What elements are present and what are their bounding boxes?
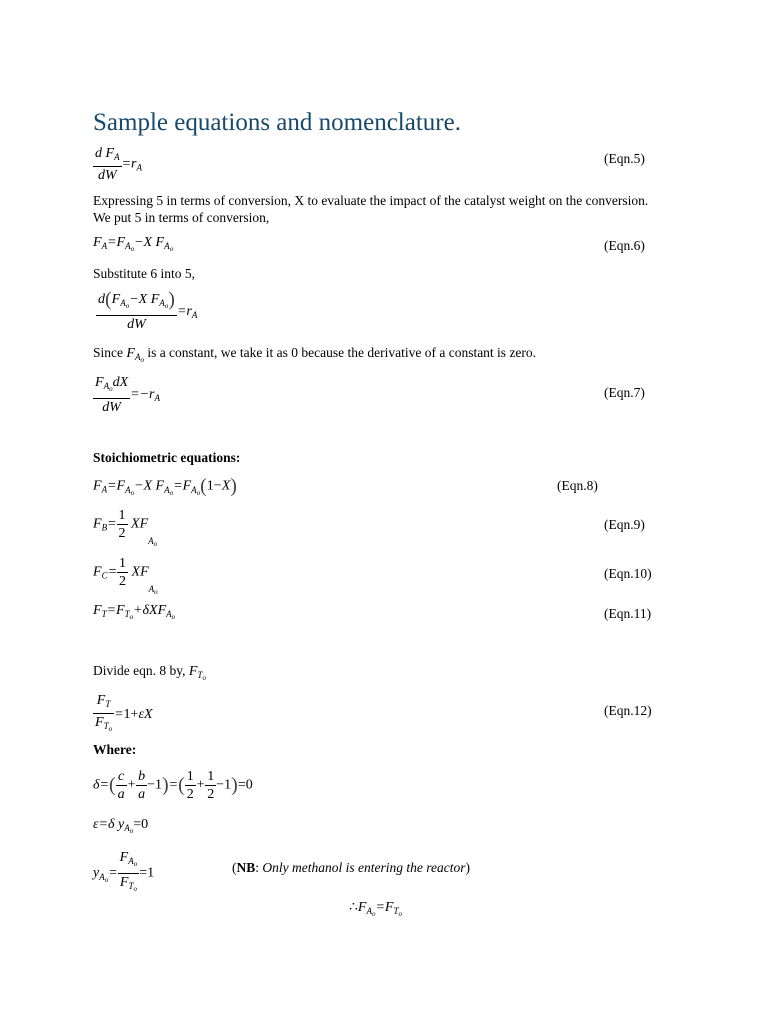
eq-label-12: (Eqn.12) [604, 703, 652, 718]
equation-7: $\frac{F_{A_o}dX}{dW}$ $=-r_A$ [95, 375, 160, 415]
eq-label-5: (Eqn.5) [604, 151, 645, 166]
paragraph-constant: Since $F_{A_o}$ is a constant, we take it as 0 because the derivative of a constant is zero. [93, 345, 537, 364]
paragraph-substitute: Substitute 6 into 5, [93, 266, 196, 281]
where-heading: Where: [93, 742, 137, 757]
equation-therefore: $\therefore F_{A_o}=F_{T_o}$ [349, 900, 402, 918]
equation-6: $F_A=F_{A_o}-X$ $F_{A_o}$ [93, 235, 174, 253]
symbol-FAo: $F_{A_o}$ [126, 346, 144, 364]
equation-11: $F_T=F_{T_o}+\delta XF_{A_o}$ [93, 603, 176, 621]
equation-10: $F_C=$ $\frac{1}{2}$ $XF_{A_o}$ [93, 556, 158, 596]
equation-8: $F_A=F_{A_o}-X$ $F_{A_o}=F_{A_o}(1-X)$ [93, 475, 237, 497]
eq-label-9: (Eqn.9) [604, 517, 645, 532]
equation-delta: δ=( $\frac{c}{a}$ + $\frac{b}{a}$ −1)=( $\frac{1}{2}$ + $\frac{1}{2}$ −1)=0 [93, 769, 253, 802]
stoichiometric-heading: Stoichiometric equations: [93, 450, 241, 465]
eq-label-10: (Eqn.10) [604, 566, 652, 581]
paragraph-divide: Divide eqn. 8 by, $F_{T_o}$ [93, 663, 206, 682]
equation-epsilon: ε=δ $y_{A_o}=0$ [93, 817, 149, 835]
equation-5: $\frac{d F_A}{dW}$ $=r_A$ [95, 146, 142, 183]
eq-label-7: (Eqn.7) [604, 385, 645, 400]
page-title: Sample equations and nomenclature. [93, 109, 461, 136]
eq-label-11: (Eqn.11) [604, 606, 652, 621]
paragraph-conversion: Expressing 5 in terms of conversion, X to evaluate the impact of the catalyst weight on the conversion. We put 5 in terms of conversion, [93, 193, 649, 225]
eq-label-6: (Eqn.6) [604, 238, 645, 253]
nb-note: (NB: Only methanol is entering the reactor) [232, 860, 470, 875]
equation-9: $F_B=$ $\frac{1}{2}$ $XF_{A_o}$ [93, 508, 158, 548]
eq-label-8: (Eqn.8) [557, 478, 598, 493]
equation-yAo: $y_{A_o}=$ $\frac{F_{A_o}}{F_{T_o}}$ =1 [93, 850, 155, 893]
equation-12: $\frac{F_T}{F_{T_o}}$ =1+εX [95, 693, 153, 733]
equation-substituted: $\frac{d(F_{A_o}-X F_{A_o})}{dW}$ $=r_A$ [98, 288, 198, 332]
symbol-FTo: $F_{T_o}$ [188, 664, 206, 682]
